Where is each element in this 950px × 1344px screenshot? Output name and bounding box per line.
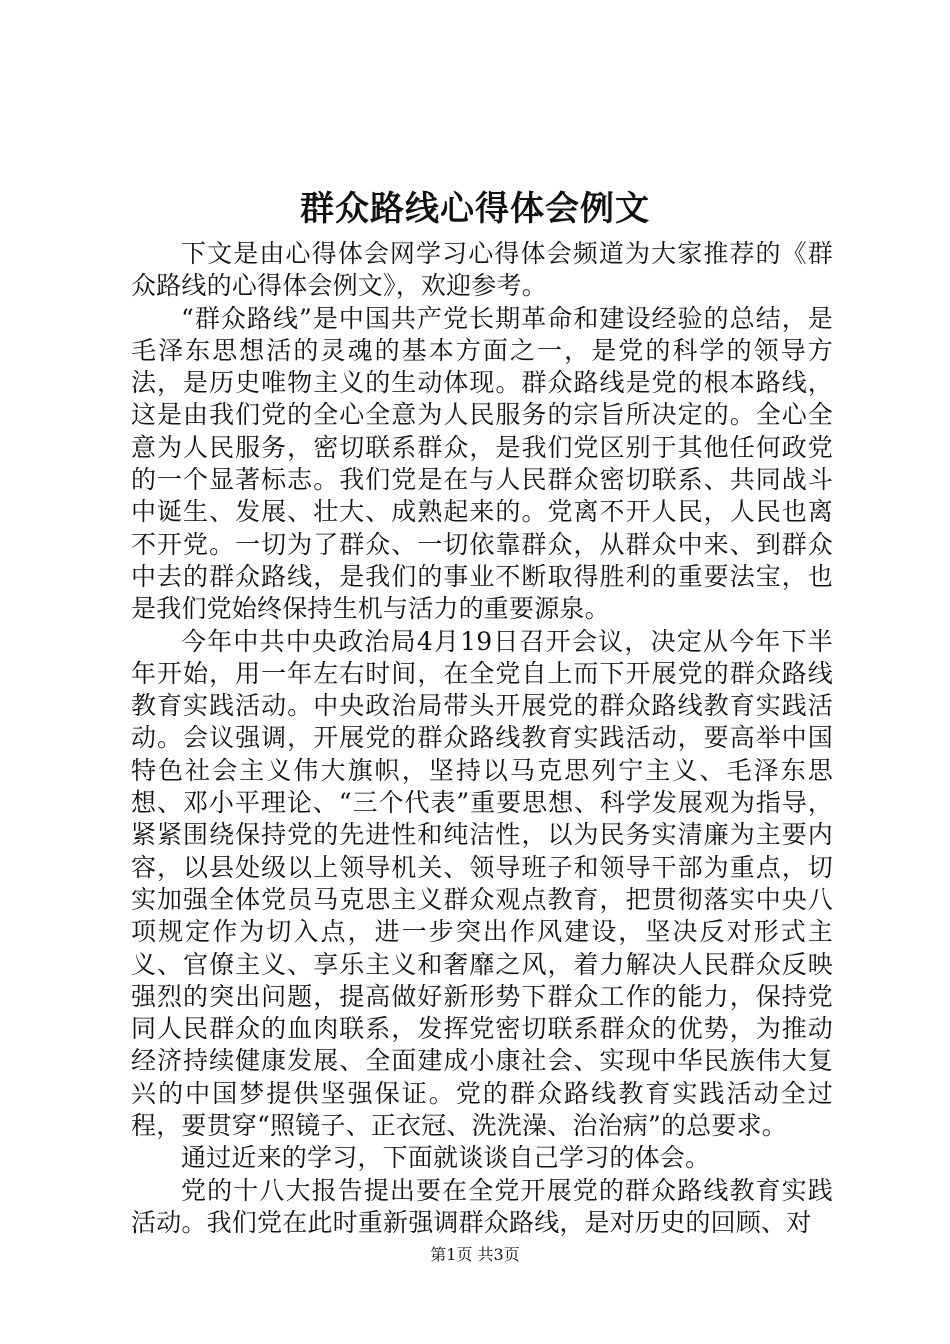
page-footer: 第1页 共3页 [430, 1245, 520, 1264]
paragraph-mass-line: “群众路线”是中国共产党长期革命和建设经验的总结，是毛泽东思想活的灵魂的基本方面之一，是党的科学的领导方法，是历史唯物主义的生动体现。群众路线是党的根本路线，这是由我们党的全心全意为人民服务的宗旨所决定的。全心全意为人民服务，密切联系群众，是我们党区别于其他任何政党的一个显著标志。我们党是在与人民群众密切联系、共同战斗中诞生、发展、壮大、成熟起来的。党离不开人民，人民也离不开党。一切为了群众、一切依靠群众，从群众中来、到群众中去的群众路线，是我们的事业不断取得胜利的重要法宝，也是我们党始终保持生机与活力的重要源泉。 [131, 303, 833, 624]
paragraph-eighteenth-congress: 党的十八大报告提出要在全党开展党的群众路线教育实践活动。我们党在此时重新强调群众路线，是对历史的回顾、对 [131, 1175, 833, 1237]
document-title: 群众路线心得体会例文 [300, 189, 650, 229]
document-body [131, 238, 833, 1239]
paragraph-politburo-meeting: 今年中共中央政治局4月19日召开会议，决定从今年下半年开始，用一年左右时间，在全党自上而下开展党的群众路线教育实践活动。中央政治局带头开展党的群众路线教育实践活动。会议强调，开展党的群众路线教育实践活动，要高举中国特色社会主义伟大旗帜，坚持以马克思列宁主义、毛泽东思想、邓小平理论、“三个代表”重要思想、科学发展观为指导，紧紧围绕保持党的先进性和纯洁性，以为民务实清廉为主要内容，以县处级以上领导机关、领导班子和领导干部为重点，切实加强全体党员马克思主义群众观点教育，把贯彻落实中央八项规定作为切入点，进一步突出作风建设，坚决反对形式主义、官僚主义、享乐主义和奢靡之风，着力解决人民群众反映强烈的突出问题，提高做好新形势下群众工作的能力，保持党同人民群众的血肉联系，发挥党密切联系群众的优势，为推动经济持续健康发展、全面建成小康社会、实现中华民族伟大复兴的中国梦提供坚强保证。党的群众路线教育实践活动全过程，要贯穿“照镜子、正衣冠、洗洗澡、治治病”的总要求。 [131, 626, 833, 1141]
paragraph-study-reflection: 通过近来的学习，下面就谈谈自己学习的体会。 [181, 1143, 711, 1173]
paragraph-intro: 下文是由心得体会网学习心得体会频道为大家推荐的《群众路线的心得体会例文》，欢迎参考。 [131, 239, 833, 301]
